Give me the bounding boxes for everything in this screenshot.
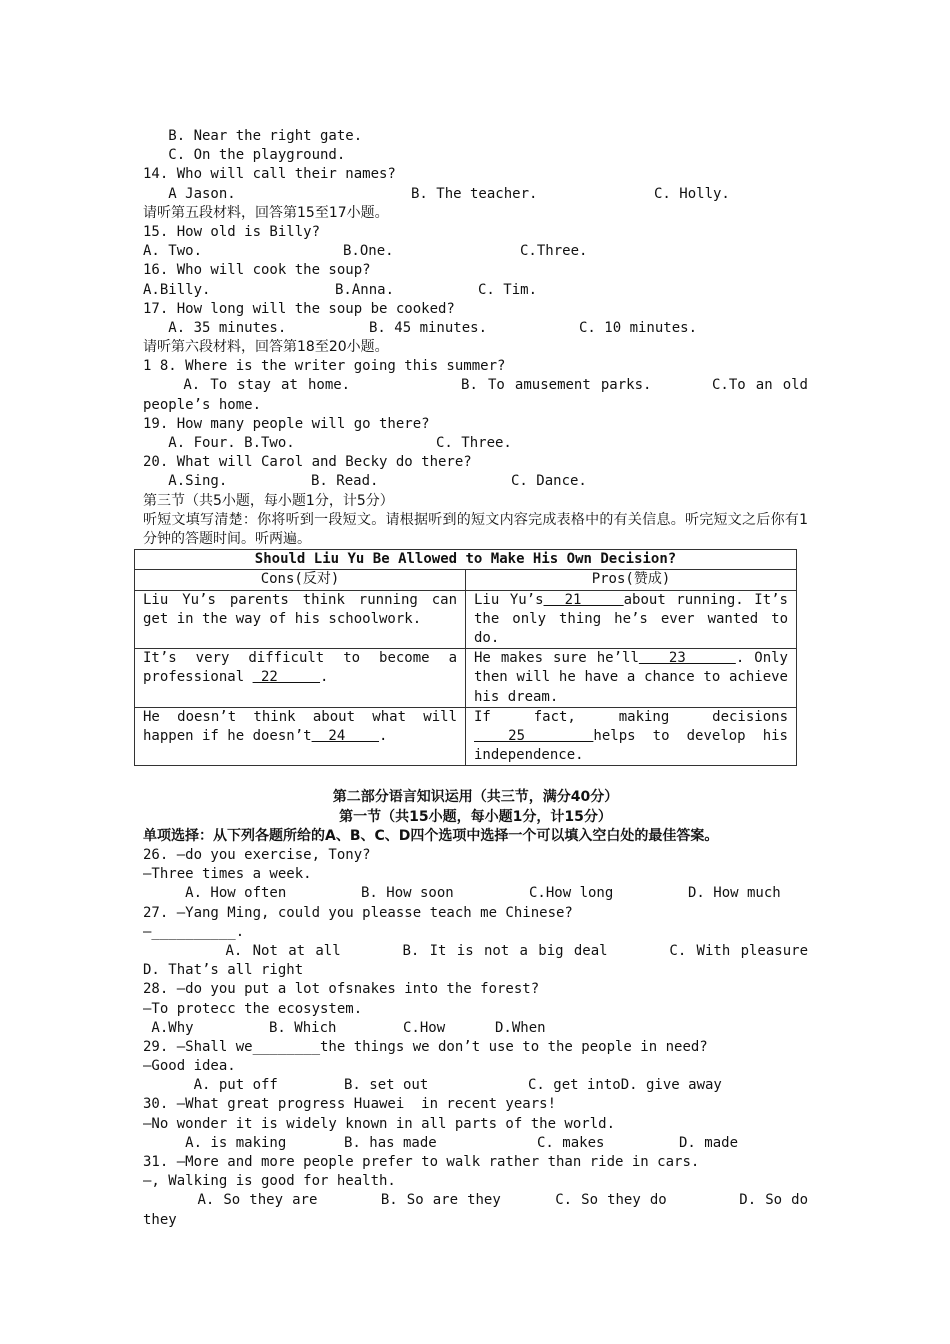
q15-options: [143, 242, 808, 261]
q16-question: 16. Who will cook the soup?: [143, 262, 371, 279]
blank-22[interactable]: 22: [252, 669, 321, 686]
q26-option-b: B. How soon: [361, 885, 454, 902]
cons-text: .: [320, 669, 329, 686]
cons-cell: [135, 707, 466, 766]
q30-question: 30. —What great progress Huawei in recent years!: [143, 1096, 557, 1113]
q26-option-d: D. How much: [688, 885, 781, 902]
q30-options: [143, 1134, 808, 1153]
q28-option-a: A.Why: [143, 1019, 194, 1036]
pros-text: If fact, making decisions: [474, 708, 788, 725]
q28-option-d: D.When: [495, 1019, 546, 1036]
cons-text: Liu Yu’s parents think running can get in the way of his schoolwork.: [143, 591, 457, 627]
part2-section1-title: 第一节（共15小题，每小题1分，计15分）: [339, 808, 612, 825]
q29-answer: —Good idea.: [143, 1058, 236, 1075]
q16-option-c: C. Tim.: [478, 281, 538, 298]
q30-option-c: C. makes: [537, 1134, 605, 1151]
exam-page: [143, 127, 859, 1230]
table-header-cons: Cons(反对): [135, 570, 466, 590]
q29-option-a: A. put off: [143, 1077, 278, 1094]
q14-options: [143, 185, 808, 204]
pros-text: helps to develop his independence.: [474, 728, 788, 764]
q28-question: 28. —do you put a lot ofsnakes into the forest?: [143, 981, 540, 998]
section3-instructions: 听短文填写清楚：你将听到一段短文。请根据听到的短文内容完成表格中的有关信息。听完短文之后你有1分钟的答题时间。听两遍。: [143, 511, 808, 547]
q29-options: [143, 1076, 808, 1095]
q13-option-b: B. Near the right gate.: [143, 128, 363, 144]
q20-option-a: A.Sing.: [143, 473, 228, 490]
q30-answer: —No wonder it is widely known in all parts of the world.: [143, 1115, 616, 1132]
q18-question: 1 8. Where is the writer going this summer?: [143, 358, 506, 375]
table-row: [135, 590, 797, 649]
q26-option-a: A. How often: [143, 885, 287, 902]
q16-options: [143, 281, 808, 300]
blank-21[interactable]: 21: [543, 591, 624, 608]
table-row: [135, 707, 797, 766]
q20-option-b: B. Read.: [311, 473, 379, 490]
q13-option-c: C. On the playground.: [143, 147, 346, 164]
q28-option-c: C.How: [403, 1019, 446, 1036]
blank-25[interactable]: 25: [474, 728, 594, 745]
q16-option-b: B.Anna.: [335, 281, 395, 298]
cons-cell: [135, 649, 466, 708]
q31-options: A. So they are B. So are they C. So they do D. So do they: [143, 1192, 817, 1228]
decision-table: [134, 549, 797, 766]
pros-text: Liu Yu’s: [474, 591, 544, 608]
q31-question: 31. —More and more people prefer to walk rather than ride in cars.: [143, 1154, 700, 1171]
pros-cell: [466, 649, 797, 708]
blank-23[interactable]: 23: [638, 650, 736, 667]
q20-options: [143, 472, 808, 491]
q15-option-b: B.One.: [343, 243, 394, 260]
q19-option-ab: A. Four. B.Two.: [143, 435, 295, 452]
q26-option-c: C.How long: [529, 885, 614, 902]
cons-text: .: [379, 728, 388, 745]
q31-answer: —, Walking is good for health.: [143, 1173, 396, 1190]
table-header-pros: Pros(赞成): [466, 570, 797, 590]
q17-option-a: A. 35 minutes.: [143, 319, 287, 336]
q19-option-c: C. Three.: [436, 435, 512, 452]
q15-option-a: A. Two.: [143, 243, 203, 260]
q14-option-b: B. The teacher.: [411, 185, 538, 202]
q15-question: 15. How old is Billy?: [143, 223, 321, 240]
q28-answer: —To protecc the ecosystem.: [143, 1000, 363, 1017]
q27-answer: —__________.: [143, 923, 245, 940]
q18-options: A. To stay at home. B. To amusement parks. C.To an old people’s home.: [143, 377, 817, 413]
cons-text: He doesn’t think about what will happen if he doesn’t: [143, 708, 457, 745]
q15-option-c: C.Three.: [520, 243, 588, 260]
q26-answer: —Three times a week.: [143, 866, 312, 883]
blank-24[interactable]: 24: [311, 728, 380, 745]
q17-question: 17. How long will the soup be cooked?: [143, 300, 455, 317]
q14-option-a: A Jason.: [143, 185, 236, 202]
pros-text: He makes sure he’ll: [474, 650, 639, 667]
q29-option-cd: C. get intoD. give away: [528, 1077, 722, 1094]
pros-text: about running. It’s the only thing he’s ever wanted to do.: [474, 591, 788, 646]
section5-heading: 请听第五段材料，回答第15至17小题。: [143, 204, 389, 221]
q29-question: 29. —Shall we________the things we don’t use to the people in need?: [143, 1038, 708, 1055]
q14-question: 14. Who will call their names?: [143, 166, 396, 183]
pros-cell: [466, 707, 797, 766]
q30-option-b: B. has made: [344, 1134, 437, 1151]
part2-title: 第二部分语言知识运用（共三节，满分40分）: [332, 789, 619, 806]
cons-text: It’s very difficult to become a professional: [143, 650, 457, 686]
part2-instructions: 单项选择：从下列各题所给的A、B、C、D四个选项中选择一个可以填入空白处的最佳答案。: [143, 827, 719, 844]
q20-option-c: C. Dance.: [511, 473, 587, 490]
q17-option-b: B. 45 minutes.: [369, 319, 488, 336]
pros-text: . Only then will he have a chance to achieve his dream.: [474, 650, 788, 705]
q27-options: A. Not at all B. It is not a big deal C. With pleasure D. That’s all right: [143, 942, 859, 979]
q28-option-b: B. Which: [269, 1019, 337, 1036]
q17-option-c: C. 10 minutes.: [579, 319, 698, 336]
q16-option-a: A.Billy.: [143, 281, 211, 298]
pros-cell: [466, 590, 797, 649]
q27-question: 27. —Yang Ming, could you pleasse teach me Chinese?: [143, 904, 573, 921]
q30-option-d: D. made: [679, 1134, 739, 1151]
table-row: [135, 649, 797, 708]
table-title: Should Liu Yu Be Allowed to Make His Own Decision?: [135, 550, 797, 570]
q26-options: [143, 884, 808, 903]
q19-question: 19. How many people will go there?: [143, 415, 430, 432]
q29-option-b: B. set out: [344, 1077, 429, 1094]
q20-question: 20. What will Carol and Becky do there?: [143, 454, 472, 471]
q26-question: 26. —do you exercise, Tony?: [143, 846, 371, 863]
q17-options: [143, 319, 808, 338]
section3-title: 第三节（共5小题，每小题1分，计5分）: [143, 492, 394, 509]
q14-option-c: C. Holly.: [654, 185, 730, 202]
q19-options: [143, 434, 808, 453]
q30-option-a: A. is making: [143, 1134, 287, 1151]
q28-options: [143, 1019, 808, 1038]
section6-heading: 请听第六段材料，回答第18至20小题。: [143, 339, 389, 356]
cons-cell: [135, 590, 466, 649]
